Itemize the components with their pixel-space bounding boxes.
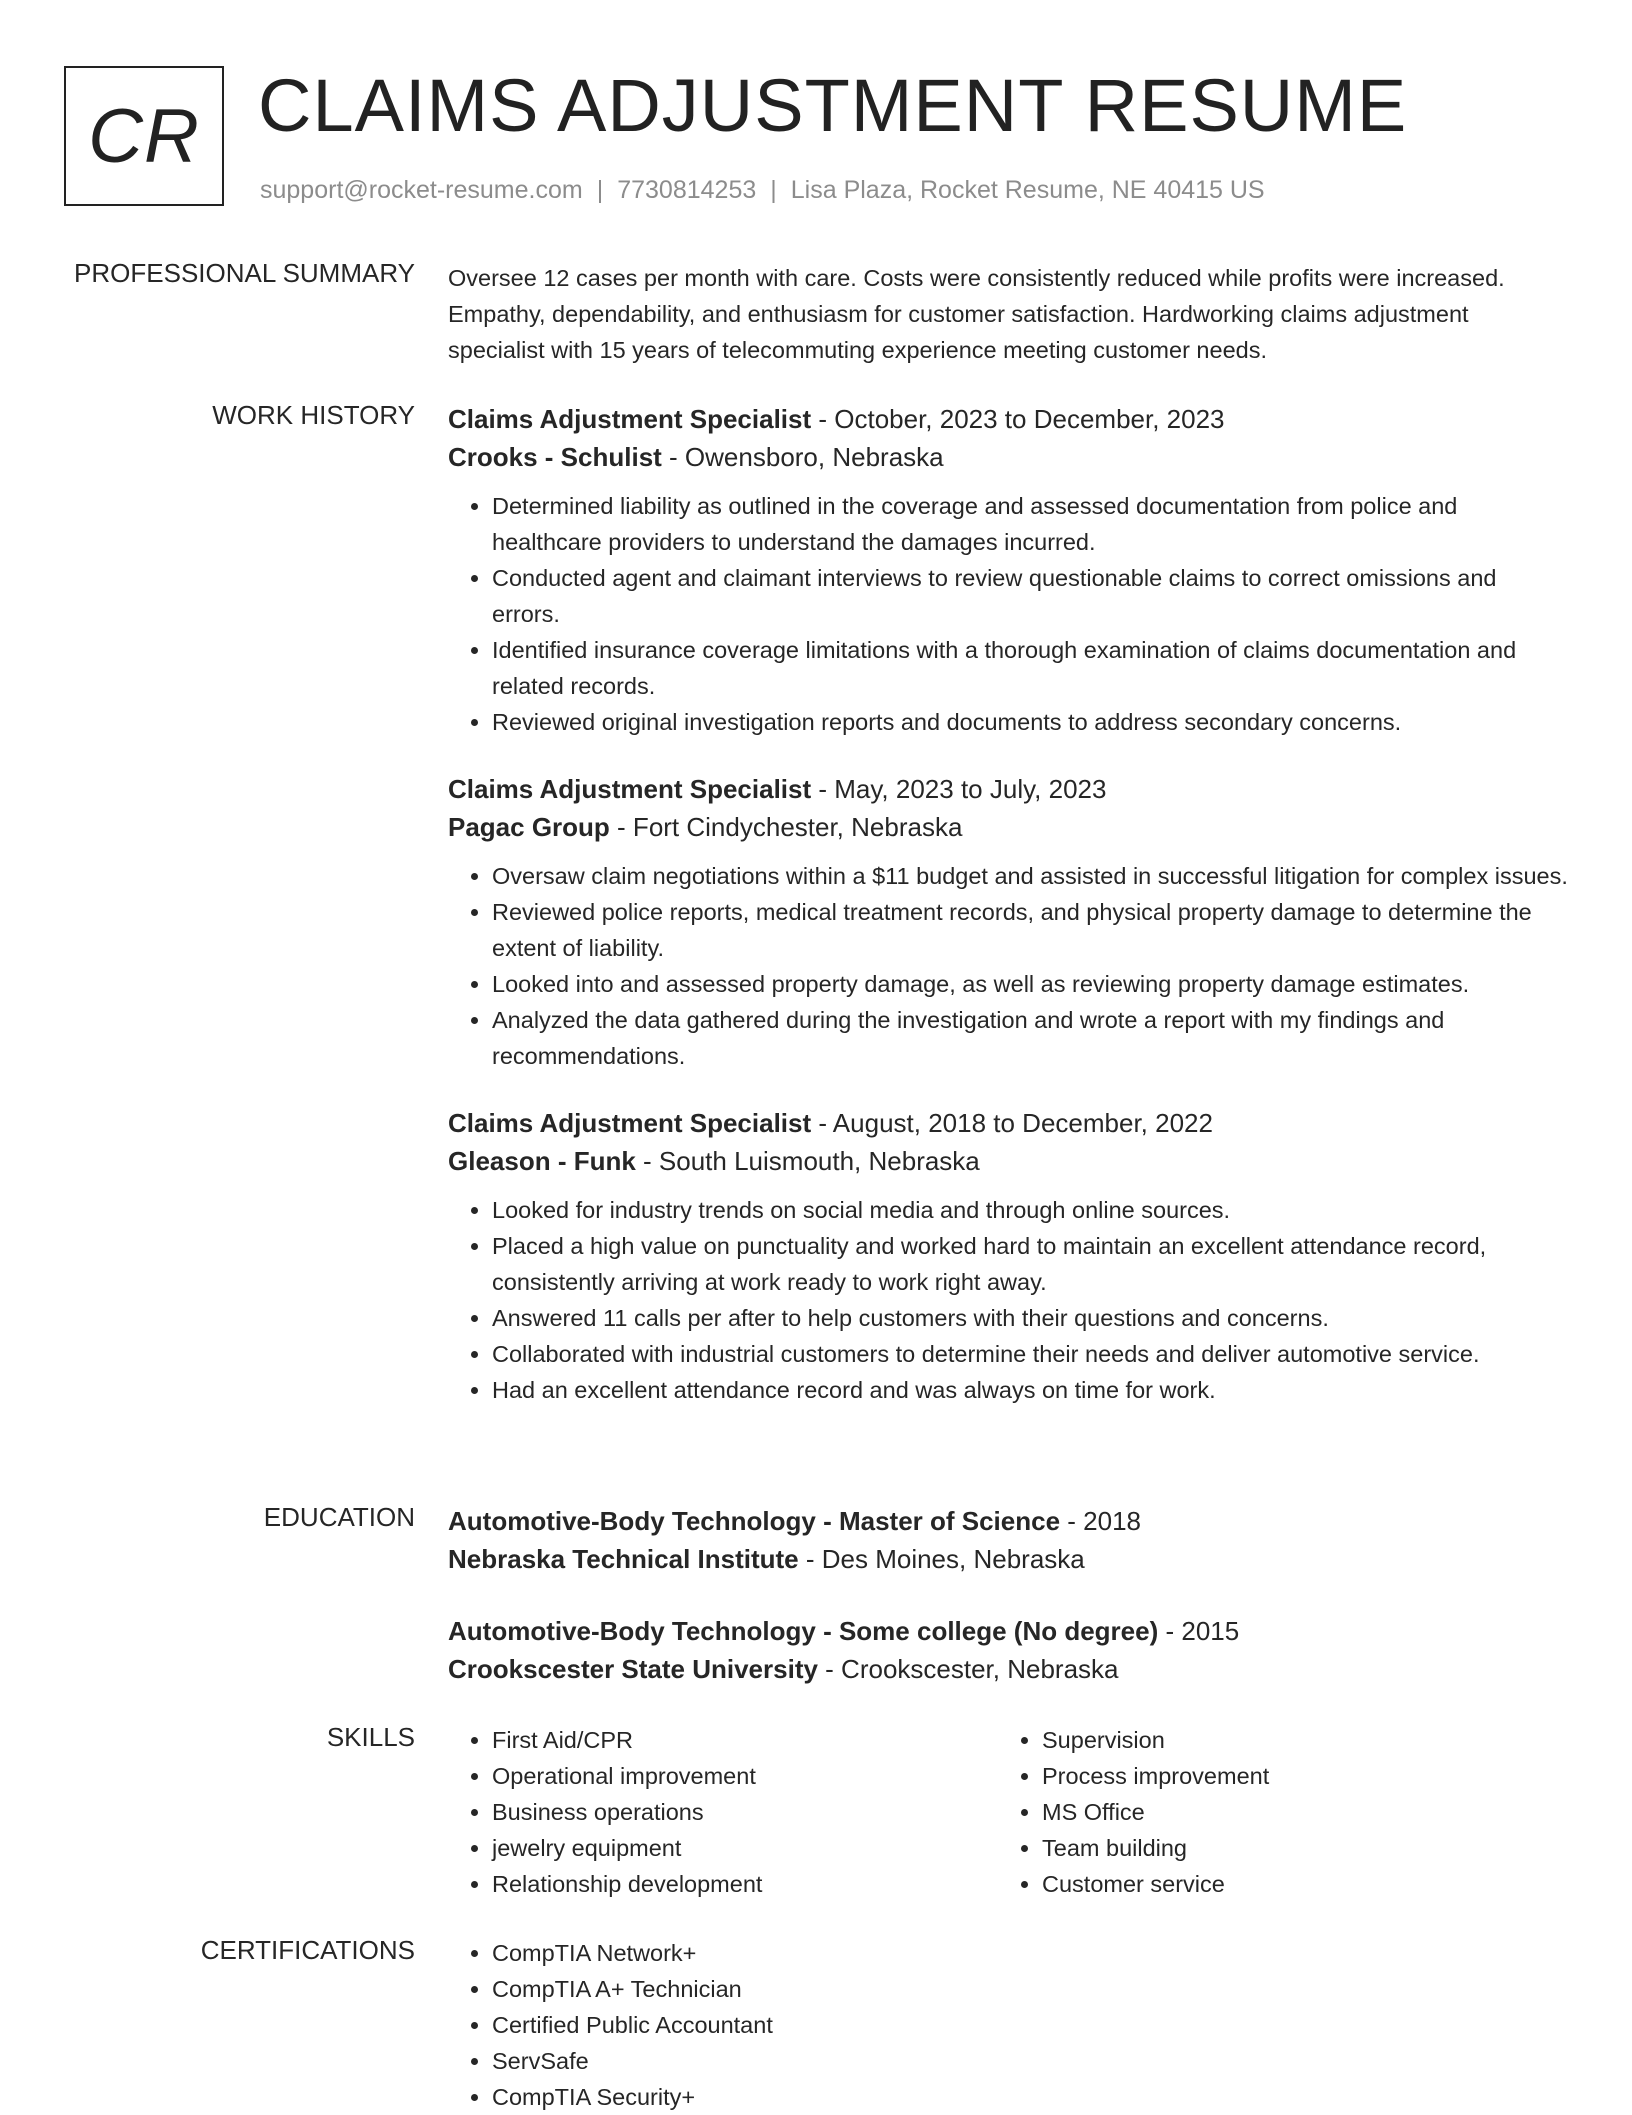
job-company-line [448, 808, 1568, 846]
certification-item: • CompTIA Security+ [492, 2079, 998, 2115]
job-location: - Owensboro, Nebraska [661, 442, 944, 472]
job-entry [448, 1104, 1568, 1408]
job-bullet: • Conducted agent and claimant interviews to review questionable claims to correct omissions and errors. [492, 560, 1568, 632]
skill-item: • Business operations [492, 1794, 998, 1830]
education-degree: Automotive-Body Technology - Some college (No degree) [448, 1616, 1159, 1646]
contact-phone[interactable]: 7730814253 [617, 176, 757, 204]
summary-text: Oversee 12 cases per month with care. Costs were consistently reduced while profits were increased. Empathy, dependability, and enthusiasm for customer satisfaction. Hardworking claims adjustment specialist with 15 years of telecommuting experience meeting customer needs. [448, 265, 1505, 363]
job-title: Claims Adjustment Specialist [448, 774, 812, 804]
monogram-logo: CR [64, 66, 224, 206]
certification-item: • Certified Public Accountant [492, 2007, 998, 2043]
certification-item: • CompTIA A+ Technician [492, 1971, 998, 2007]
job-bullet: • Oversaw claim negotiations within a $11 budget and assisted in successful litigation for complex issues. [492, 858, 1568, 894]
job-dates: - October, 2023 to December, 2023 [811, 404, 1225, 434]
job-company: Gleason - Funk [448, 1146, 636, 1176]
contact-separator: | [770, 176, 777, 204]
work-history-body [448, 400, 1568, 1408]
job-bullets [448, 858, 1568, 1074]
skill-item: • Process improvement [1042, 1758, 1548, 1794]
certification-item: • CompTIA Network+ [492, 1935, 998, 1971]
job-company-line [448, 1142, 1568, 1180]
job-title-line [448, 400, 1568, 438]
certifications-list [448, 1935, 1568, 2115]
education-year: - 2015 [1158, 1616, 1240, 1646]
section-label-skills: SKILLS [326, 1722, 415, 1752]
education-entry [448, 1612, 1568, 1688]
skill-item: • Customer service [1042, 1866, 1548, 1902]
job-company: Crooks - Schulist [448, 442, 662, 472]
section-label-certifications: CERTIFICATIONS [200, 1935, 415, 1965]
job-entry [448, 400, 1568, 740]
job-bullet: • Determined liability as outlined in the coverage and assessed documentation from police and healthcare providers to understand the damages incurred. [492, 488, 1568, 560]
section-label-summary: PROFESSIONAL SUMMARY [74, 258, 415, 288]
job-bullet: • Answered 11 calls per after to help customers with their questions and concerns. [492, 1300, 1568, 1336]
job-bullet: • Analyzed the data gathered during the investigation and wrote a report with my findings and recommendations. [492, 1002, 1568, 1074]
job-bullet: • Collaborated with industrial customers to determine their needs and deliver automotive service. [492, 1336, 1568, 1372]
skills-list [448, 1722, 1568, 1902]
contact-address: Lisa Plaza, Rocket Resume, NE 40415 US [790, 176, 1265, 204]
section-label-education: EDUCATION [263, 1502, 415, 1532]
skills-column-right [998, 1722, 1548, 1902]
job-bullets [448, 1192, 1568, 1408]
job-bullet: • Had an excellent attendance record and was always on time for work. [492, 1372, 1568, 1408]
job-company: Pagac Group [448, 812, 610, 842]
skill-item: • jewelry equipment [492, 1830, 998, 1866]
skill-item: • Operational improvement [492, 1758, 998, 1794]
education-school-line [448, 1650, 1568, 1688]
job-entry [448, 770, 1568, 1074]
contact-separator: | [596, 176, 604, 204]
job-location: - Fort Cindychester, Nebraska [609, 812, 963, 842]
job-dates: - May, 2023 to July, 2023 [811, 774, 1107, 804]
education-school-line [448, 1540, 1568, 1578]
job-title-line [448, 770, 1568, 808]
job-location: - South Luismouth, Nebraska [635, 1146, 980, 1176]
job-bullet: • Reviewed police reports, medical treatment records, and physical property damage to determine the extent of liability. [492, 894, 1568, 966]
job-bullet: • Placed a high value on punctuality and worked hard to maintain an excellent attendance record, consistently arriving at work ready to work right away. [492, 1228, 1568, 1300]
job-bullets [448, 488, 1568, 740]
resume-title: CLAIMS ADJUSTMENT RESUME [258, 64, 1408, 147]
skill-item: • First Aid/CPR [492, 1722, 998, 1758]
resume-header [64, 64, 1584, 214]
education-location: - Crookscester, Nebraska [817, 1654, 1119, 1684]
section-label-work-history: WORK HISTORY [212, 400, 415, 430]
education-degree-line [448, 1502, 1568, 1540]
job-bullet: • Looked for industry trends on social media and through online sources. [492, 1192, 1568, 1228]
job-title: Claims Adjustment Specialist [448, 404, 812, 434]
job-title: Claims Adjustment Specialist [448, 1108, 812, 1138]
job-dates: - August, 2018 to December, 2022 [811, 1108, 1213, 1138]
education-school: Nebraska Technical Institute [448, 1544, 799, 1574]
skill-item: • Team building [1042, 1830, 1548, 1866]
education-degree: Automotive-Body Technology - Master of Science [448, 1506, 1061, 1536]
certification-item: • ServSafe [492, 2043, 998, 2079]
skill-item: • Relationship development [492, 1866, 998, 1902]
skills-column-left [448, 1722, 998, 1902]
education-degree-line [448, 1612, 1568, 1650]
education-location: - Des Moines, Nebraska [798, 1544, 1085, 1574]
contact-line [260, 176, 1265, 205]
job-title-line [448, 1104, 1568, 1142]
education-school: Crookscester State University [448, 1654, 818, 1684]
job-bullet: • Identified insurance coverage limitations with a thorough examination of claims documentation and related records. [492, 632, 1568, 704]
skill-item: • MS Office [1042, 1794, 1548, 1830]
job-bullet: • Reviewed original investigation reports and documents to address secondary concerns. [492, 704, 1568, 740]
contact-email[interactable]: support@rocket-resume.com [260, 176, 583, 204]
skill-item: • Supervision [1042, 1722, 1548, 1758]
job-bullet: • Looked into and assessed property damage, as well as reviewing property damage estimates. [492, 966, 1568, 1002]
education-year: - 2018 [1060, 1506, 1141, 1536]
certifications-column [448, 1935, 998, 2115]
education-body [448, 1502, 1568, 1688]
job-company-line [448, 438, 1568, 476]
education-entry [448, 1502, 1568, 1578]
